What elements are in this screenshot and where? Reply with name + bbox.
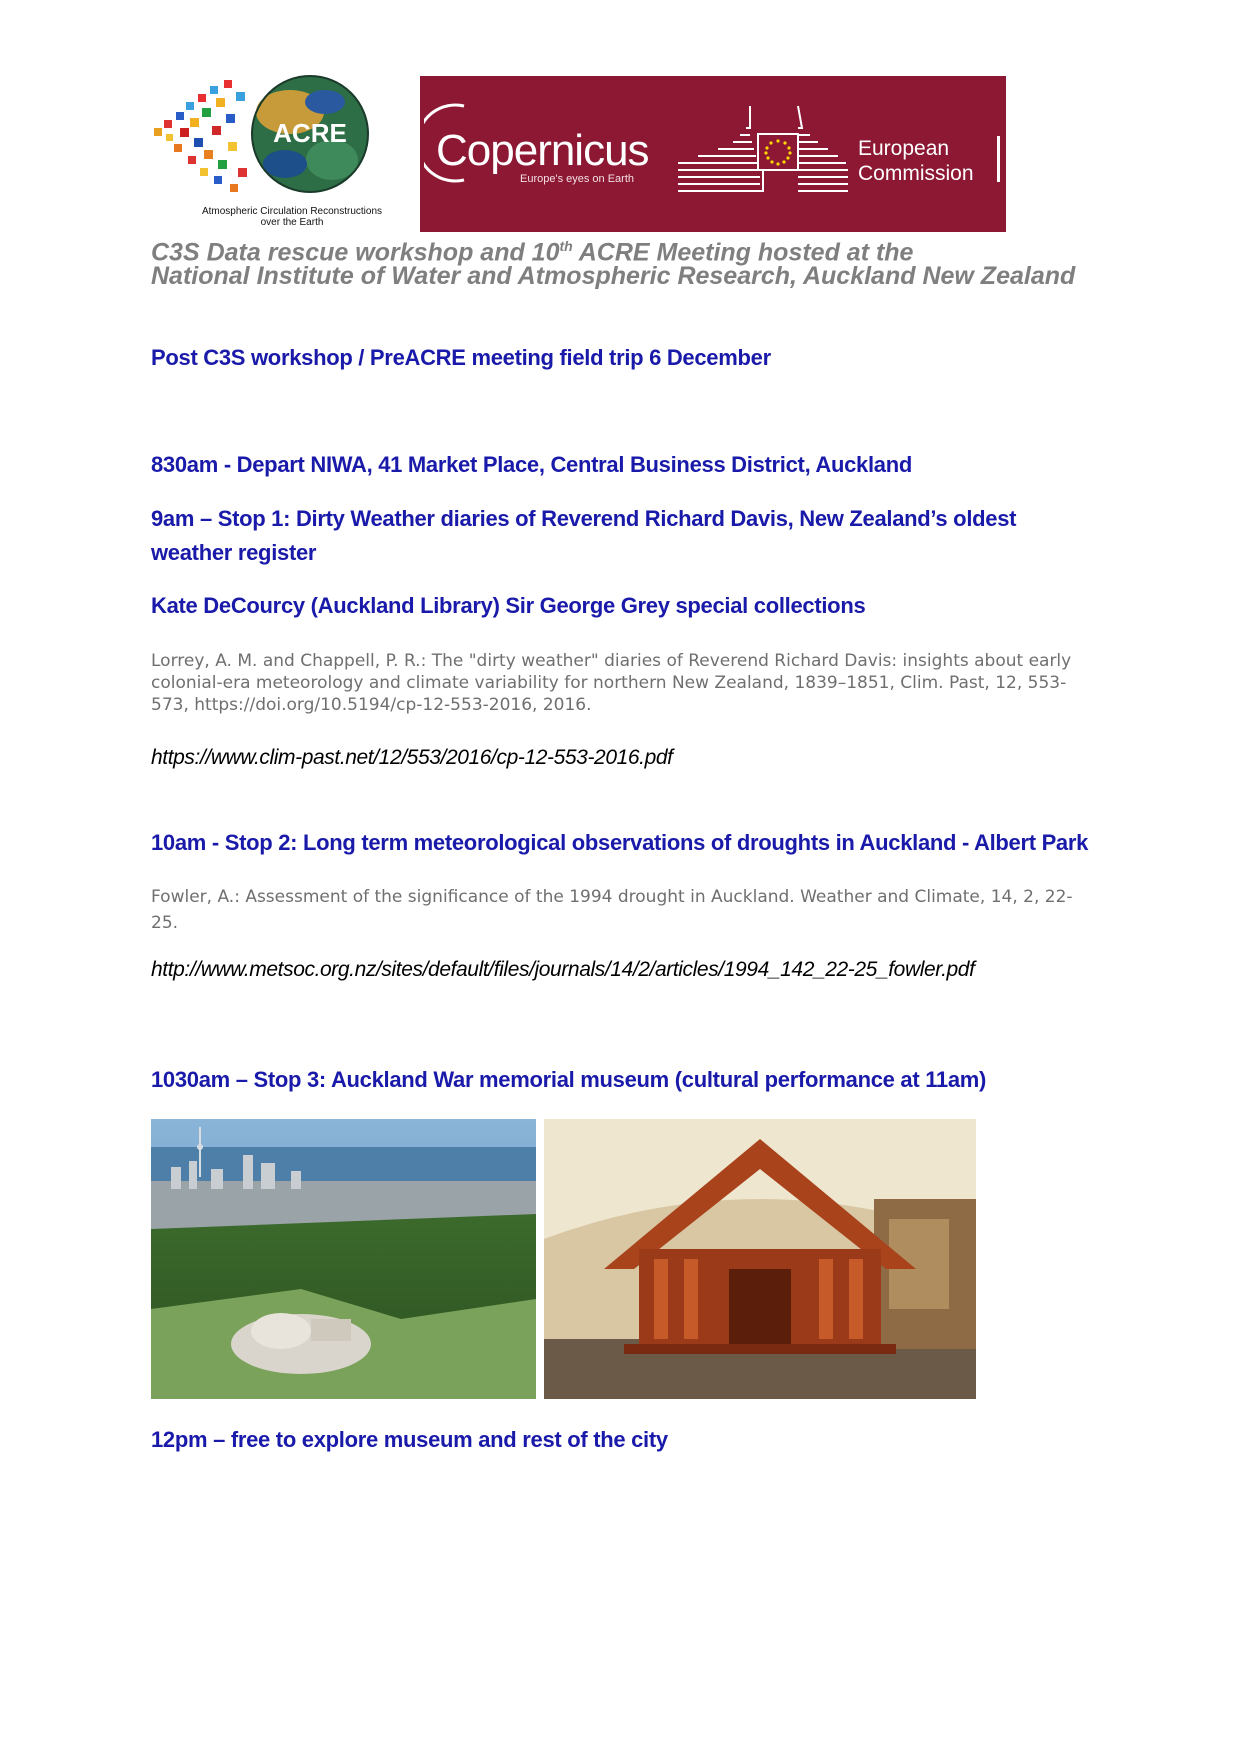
copernicus-ec-banner — [420, 76, 1006, 232]
auckland-aerial-photo — [151, 1119, 536, 1399]
stop1-host: Kate DeCourcy (Auckland Library) Sir George Grey special collections — [151, 593, 866, 618]
acre-globe-icon — [150, 72, 400, 207]
acre-logo — [150, 72, 400, 232]
acre-caption: Atmospheric Circulation Reconstructions over the Earth — [201, 206, 383, 228]
stop1-reference: Lorrey, A. M. and Chappell, P. R.: The "dirty weather" diaries of Reverend Richard Davis: insights about early colonial-era meteorology and climate variability for northern New Zealand, 1839–1851, Clim. Past, 12, 553-573, https://doi.org/10.5194/cp-12-553-2016, 2016. — [151, 651, 1072, 715]
stop3-item: 1030am – Stop 3: Auckland War memorial museum (cultural performance at 11am) — [151, 1067, 987, 1092]
ec-building-icon — [678, 96, 853, 216]
acre-wordmark: ACRE — [273, 118, 347, 148]
stop1-link[interactable]: https://www.clim-past.net/12/553/2016/cp-12-553-2016.pdf — [151, 746, 673, 769]
museum-meeting-house-photo — [544, 1119, 976, 1399]
stop1-item: 9am – Stop 1: Dirty Weather diaries of Reverend Richard Davis, New Zealand’s oldest weather register — [151, 506, 1017, 565]
depart-item: 830am - Depart NIWA, 41 Market Place, Central Business District, Auckland — [151, 452, 913, 477]
document-title-line2: National Institute of Water and Atmospheric Research, Auckland New Zealand — [151, 262, 1076, 290]
copernicus-tagline: Europe's eyes on Earth — [520, 173, 635, 185]
field-trip-heading: Post C3S workshop / PreACRE meeting field trip 6 December — [151, 345, 771, 370]
document-title-line1: C3S Data rescue workshop and 10th ACRE Meeting hosted at the — [151, 238, 914, 267]
stop2-reference: Fowler, A.: Assessment of the significance of the 1994 drought in Auckland. Weather and Climate, 14, 2, 22-25. — [151, 887, 1073, 933]
copernicus-wordmark: Copernicus — [436, 126, 649, 175]
free-time-item: 12pm – free to explore museum and rest of the city — [151, 1427, 668, 1452]
ec-wordmark: European Commission — [858, 137, 974, 185]
stop2-item: 10am - Stop 2: Long term meteorological observations of droughts in Auckland - Albert Park — [151, 830, 1089, 855]
stop2-link[interactable]: http://www.metsoc.org.nz/sites/default/files/journals/14/2/articles/1994_142_22-25_fowler.pdf — [151, 958, 975, 981]
ec-divider — [997, 136, 1000, 182]
